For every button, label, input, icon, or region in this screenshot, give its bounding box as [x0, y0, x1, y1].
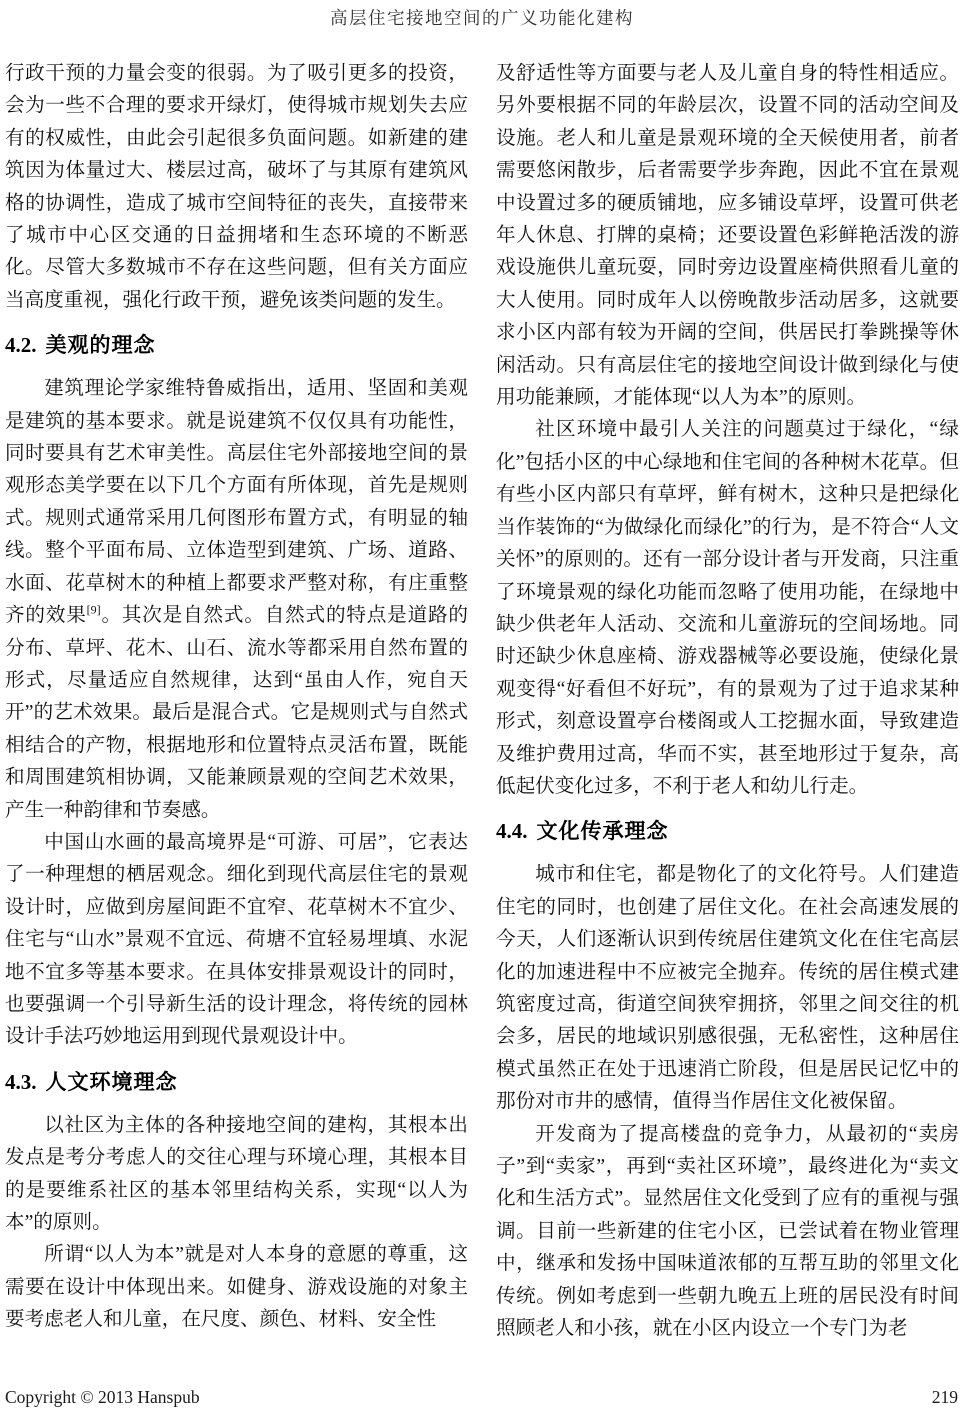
paragraph: 社区环境中最引人关注的问题莫过于绿化，“绿化”包括小区的中心绿地和住宅间的各种树木花草。但有些小区内部只有草坪，鲜有树木，这种只是把绿化当作装饰的“为做绿化而绿化”的行为，是不符合“人文关怀”的原则的。还有一部分设计者与开发商，只注重了环境景观的绿化功能而忽略了使用功能，在绿地中缺少供老年人活动、交流和儿童游玩的空间场地。同时还缺少休息座椅、游戏器械等必要设施，使绿化景观变得“好看但不好玩”，有的景观为了过于追求某种形式，刻意设置亭台楼阁或人工挖掘水面，导致建造及维护费用过高，华而不实，甚至地形过于复杂，高低起伏变化过多，不利于老人和幼儿行走。: [496, 419, 959, 797]
paragraph: 及舒适性等方面要与老人及儿童自身的特性相适应。另外要根据不同的年龄层次，设置不同的活动空间及设施。老人和儿童是景观环境的全天候使用者，前者需要悠闲散步，后者需要学步奔跑，因此不宜在景观中设置过多的硬质铺地，应多铺设草坪，设置可供老年人休息、打牌的桌椅；还要设置色彩鲜艳活泼的游戏设施供儿童玩耍，同时旁边设置座椅供照看儿童的大人使用。同时成年人以傍晚散步活动居多，这就要求小区内部有较为开阔的空间，供居民打拳跳操等休闲活动。只有高层住宅的接地空间设计做到绿化与使用功能兼顾，才能体现“以人为本”的原则。: [496, 63, 959, 409]
right-column: [496, 58, 959, 1345]
section-title: 美观的理念: [45, 334, 156, 358]
page-number: 219: [931, 1387, 958, 1407]
page-header: [0, 0, 964, 30]
section-number: 4.4.: [496, 819, 528, 844]
section-number: 4.3.: [5, 1069, 37, 1094]
paragraph: 行政干预的力量会变的很弱。为了吸引更多的投资，会为一些不合理的要求开绿灯，使得城市规划失去应有的权威性，由此会引起很多负面问题。如新建的建筑因为体量过大、楼层过高，破坏了与其原有建筑风格的协调性，造成了城市空间特征的丧失，直接带来了城市中心区交通的日益拥堵和生态环境的不断恶化。尽管大多数城市不存在这些问题，但有关方面应当高度重视，强化行政干预，避免该类问题的发生。: [5, 63, 468, 311]
paragraph: 城市和住宅，都是物化了的文化符号。人们建造住宅的同时，也创建了居住文化。在社会高速发展的今天，人们逐渐认识到传统居住建筑文化在住宅高层化的加速进程中不应被完全抛弃。传统的居住模式建筑密度过高，街道空间狭窄拥挤，邻里之间交往的机会多，居民的地域识别感很强，无私密性，这种居住模式虽然正在处于迅速消亡阶段，但是居民记忆中的那份对市井的感情，值得当作居住文化被保留。: [496, 864, 959, 1113]
section-heading: [5, 1068, 468, 1097]
left-column: [5, 58, 468, 1345]
paragraph: 中国山水画的最高境界是“可游、可居”，它表达了一种理想的栖居观念。细化到现代高层住宅的景观设计时，应做到房屋间距不宜窄、花草树木不宜少、住宅与“山水”景观不宜远、荷塘不宜轻易埋填、水泥地不宜多等基本要求。在具体安排景观设计的同时，也要强调一个引导新生活的设计理念，将传统的园林设计手法巧妙地运用到现代景观设计中。: [5, 831, 468, 1048]
paragraph: 以社区为主体的各种接地空间的建构，其根本出发点是考分考虑人的交往心理与环境心理，其根本目的是要维系社区的基本邻里结构关系，实现“以人为本”的原则。: [5, 1114, 468, 1233]
copyright-text: Copyright © 2013 Hanspub: [5, 1387, 200, 1407]
page-body: [0, 30, 964, 1345]
paragraph: 建筑理论学家维特鲁威指出，适用、坚固和美观是建筑的基本要求。就是说建筑不仅仅具有功能性，同时要具有艺术审美性。高层住宅外部接地空间的景观形态美学要在以下几个方面有所体现，首先是规则式。规则式通常采用几何图形布置方式，有明显的轴线。整个平面布局、立体造型到建筑、广场、道路、水面、花草树木的种植上都要求严整对称，有庄重整齐的效果[9]。其次是自然式。自然式的特点是道路的分布、草坪、花木、山石、流水等都采用自然布置的形式，尽量适应自然规律，达到“虽由人作，宛自天开”的艺术效果。最后是混合式。它是规则式与自然式相结合的产物，根据地形和位置特点灵活布置，既能和周围建筑相协调，又能兼顾景观的空间艺术效果，产生一种韵律和节奏感。: [5, 378, 469, 821]
paragraph: 所谓“以人为本”就是对人本身的意愿的尊重，这需要在设计中体现出来。如健身、游戏设施的对象主要考虑老人和儿童，在尺度、颜色、材料、安全性: [5, 1244, 468, 1331]
section-title: 文化传承理念: [536, 820, 669, 844]
section-heading: [496, 817, 959, 846]
section-heading: [5, 331, 468, 360]
paragraph: 开发商为了提高楼盘的竞争力，从最初的“卖房子”到“卖家”，再到“卖社区环境”，最终进化为“卖文化和生活方式”。显然居住文化受到了应有的重视与强调。目前一些新建的住宅小区，已尝试着在物业管理中，继承和发扬中国味道浓郁的互帮互助的邻里文化传统。例如考虑到一些朝九晚五上班的居民没有时间照顾老人和小孩，就在小区内设立一个专门为老: [496, 1123, 959, 1340]
section-title: 人文环境理念: [45, 1070, 178, 1094]
page-footer: [5, 1387, 958, 1408]
section-number: 4.2.: [5, 333, 37, 358]
running-head-title: 高层住宅接地空间的广义功能化建构: [330, 8, 634, 28]
citation-ref: [9]: [86, 602, 101, 617]
